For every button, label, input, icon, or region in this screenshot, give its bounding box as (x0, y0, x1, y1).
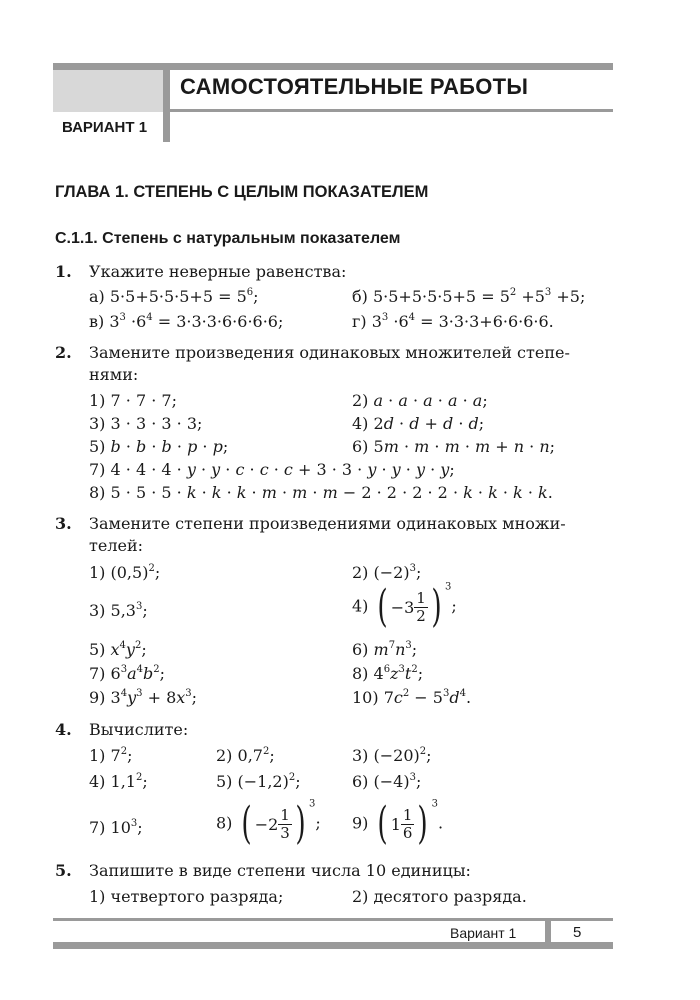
task1-a: а) $5\cdot 5+5\cdot 5\cdot 5+5 = 5^6$; (89, 287, 259, 306)
task-text: Вычислите: (89, 720, 189, 739)
section-heading: С.1.1. Степень с натуральным показателем (55, 230, 401, 247)
header-underline (170, 109, 613, 112)
footer-bottom-line (53, 942, 613, 949)
task5-a: 1) четвертого разряда; (89, 887, 284, 906)
task2-3: 3) 3 · 3 · 3 · 3; (89, 414, 203, 433)
variant-label: ВАРИАНТ 1 (62, 119, 148, 136)
task-number: 1. (55, 262, 72, 281)
task-text: Укажите неверные равенства: (89, 262, 347, 281)
task3-9: 9) $3^4y^3 + 8x^3$; (89, 688, 198, 707)
task4-6: 6) $(-4)^3$; (352, 772, 422, 791)
task3-6: 6) $m^7n^3$; (352, 640, 418, 659)
task-text-cont: нями: (89, 365, 139, 384)
header-gray-block (53, 70, 163, 112)
task-number: 4. (55, 720, 72, 739)
task1-b: б) $5\cdot 5+5\cdot 5\cdot 5+5 = 5^2 +5^3 +5$; (352, 287, 586, 306)
footer-separator (545, 918, 551, 949)
task-text: Замените степени произведениями одинаковых множи- (89, 514, 566, 533)
page-title: САМОСТОЯТЕЛЬНЫЕ РАБОТЫ (180, 74, 529, 99)
task-text: Запишите в виде степени числа 10 единицы: (89, 861, 471, 880)
task-number: 2. (55, 343, 72, 362)
footer-variant: Вариант 1 (450, 925, 517, 941)
chapter-heading: ГЛАВА 1. СТЕПЕНЬ С ЦЕЛЫМ ПОКАЗАТЕЛЕМ (55, 183, 429, 201)
task4-3: 3) $(-20)^2$; (352, 746, 432, 765)
task3-4: 4) ( −3 $\frac{1}{2}$ ) $^3$; (352, 581, 457, 632)
task4-9: 9) ( 1 $\frac{1}{6}$ ) $^3$. (352, 798, 444, 849)
page-number: 5 (573, 924, 582, 941)
header-band-top (53, 63, 613, 70)
task4-4: 4) $1,1^2$; (89, 772, 148, 791)
task2-6: 6) 5m · m · m · m + n · n; (352, 437, 556, 456)
task2-8: 8) 5 · 5 · 5 · k · k · k · m · m · m − 2 · 2 · 2 · 2 · k · k · k · k. (89, 483, 553, 502)
task3-8: 8) $4^6z^3t^2$; (352, 664, 424, 683)
task4-1: 1) $7^2$; (89, 746, 133, 765)
task-number: 3. (55, 514, 72, 533)
task3-1: 1) $(0,5)^2$; (89, 563, 161, 582)
task-text-cont: телей: (89, 536, 144, 555)
task5-b: 2) десятого разряда. (352, 887, 527, 906)
header-vertical-bar (163, 70, 170, 142)
task1-d: г) $3^3 \cdot 6^4 = 3\cdot 3\cdot 3+6\cdot 6\cdot 6\cdot 6$. (352, 312, 554, 331)
task3-5: 5) $x^4y^2$; (89, 640, 147, 659)
task1-c: в) $3^3 \cdot 6^4 = 3\cdot 3\cdot 3\cdot 6\cdot 6\cdot 6\cdot 6$; (89, 312, 284, 331)
task2-2: 2) a · a · a · a · a; (352, 391, 488, 410)
task4-7: 7) $10^3$; (89, 818, 143, 837)
task2-5: 5) b · b · b · p · p; (89, 437, 229, 456)
task2-4: 4) 2d · d + d · d; (352, 414, 485, 433)
task2-1: 1) 7 · 7 · 7; (89, 391, 177, 410)
footer-top-line (53, 918, 613, 921)
task3-3: 3) $5,3^3$; (89, 601, 148, 620)
task2-7: 7) 4 · 4 · 4 · y · y · c · c · c + 3 · 3 · y · y · y · y; (89, 460, 455, 479)
task4-2: 2) $0,7^2$; (216, 746, 275, 765)
task3-7: 7) $6^3a^4b^2$; (89, 664, 165, 683)
task-number: 5. (55, 861, 72, 880)
task3-2: 2) $(-2)^3$; (352, 563, 422, 582)
task-text: Замените произведения одинаковых множителей степе- (89, 343, 570, 362)
task4-5: 5) $(-1,2)^2$; (216, 772, 301, 791)
task3-10: 10) $7c^2 - 5^3d^4$. (352, 688, 472, 707)
task4-8: 8) ( −2 $\frac{1}{3}$ ) $^3$; (216, 798, 321, 849)
